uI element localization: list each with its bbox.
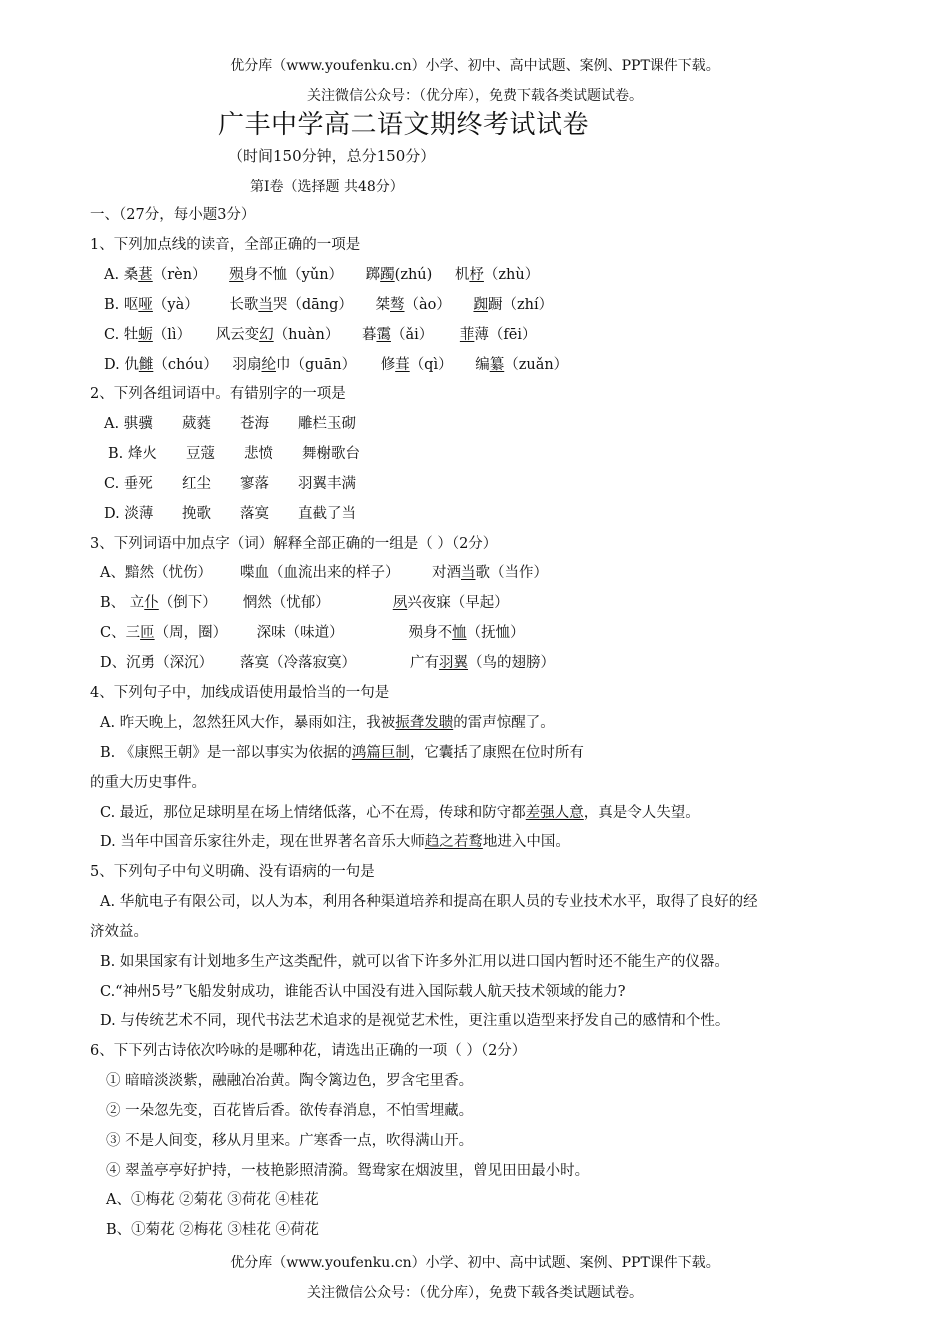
footer-line-1: 优分库（www.youfenku.cn）小学、初中、高中试题、案例、PPT课件下载。: [230, 1255, 720, 1271]
q6-poem-1: ① 暗暗淡淡紫，融融冶冶黄。陶令篱边色，罗含宅里香。: [106, 1073, 474, 1089]
q5-option-a: A. 华航电子有限公司，以人为本，利用各种渠道培养和提高在职人员的专业技术水平，取得了良好的经: [100, 894, 758, 910]
question-1-stem: 1、下列加点线的读音，全部正确的一项是: [90, 237, 361, 253]
q1-option-c: C. 牡蛎（lì） 风云变幻（huàn） 暮霭（ǎi） 菲薄（fēi）: [104, 327, 537, 343]
header-line-1: 优分库（www.youfenku.cn）小学、初中、高中试题、案例、PPT课件下载。: [230, 58, 720, 74]
q1-option-b: B. 呕哑（yà） 长歌当哭（dāng） 桀骜（ào） 踟蹰（zhí）: [104, 297, 554, 313]
q3-option-a: A、黯然（忧伤） 喋血（血流出来的样子） 对酒当歌（当作）: [100, 565, 548, 581]
q6-poem-3: ③ 不是人间变，移从月里来。广寒香一点，吹得满山开。: [106, 1133, 474, 1149]
q6-option-a: A、①梅花 ②菊花 ③荷花 ④桂花: [106, 1192, 319, 1208]
q4-option-a: A. 昨天晚上，忽然狂风大作，暴雨如注，我被振聋发聩的雷声惊醒了。: [100, 715, 555, 731]
q4-option-d: D. 当年中国音乐家往外走，现在世界著名音乐大师趋之若鹜地进入中国。: [100, 834, 570, 850]
q2-option-b: B. 烽火 豆蔻 悲愤 舞榭歌台: [108, 446, 360, 462]
page-title: 广丰中学高二语文期终考试试卷: [218, 110, 590, 140]
q4-option-c: C. 最近，那位足球明星在场上情绪低落，心不在焉，传球和防守都差强人意，真是令人失望。: [100, 805, 700, 821]
q3-option-c: C、三匝（周，圈） 深味（味道） 殒身不恤（抚恤）: [100, 625, 525, 641]
exam-duration: （时间150分钟，总分150分）: [228, 147, 436, 165]
q2-option-a: A. 骐骥 葳蕤 苍海 雕栏玉砌: [104, 416, 356, 432]
q6-option-b: B、①菊花 ②梅花 ③桂花 ④荷花: [106, 1222, 319, 1238]
question-6-stem: 6、下下列古诗依次吟咏的是哪种花，请选出正确的一项（ ）（2分）: [90, 1043, 527, 1059]
part-heading: 第I卷（选择题 共48分）: [250, 179, 404, 195]
q5-option-c: C.“神州5号”飞船发射成功，谁能否认中国没有进入国际载人航天技术领域的能力?: [100, 984, 626, 1000]
q3-option-d: D、沉勇（深沉） 落寞（冷落寂寞） 广有羽翼（鸟的翅膀）: [100, 655, 555, 671]
question-3-stem: 3、下列词语中加点字（词）解释全部正确的一组是（ ）（2分）: [90, 536, 498, 552]
section-heading: 一、（27分，每小题3分）: [90, 207, 256, 223]
q4-option-b-continued: 的重大历史事件。: [90, 775, 206, 791]
q2-option-d: D. 淡薄 挽歌 落寞 直截了当: [104, 506, 356, 522]
q1-option-d: D. 仇雠（chóu） 羽扇纶巾（guān） 修葺（qì） 编纂（zuǎn）: [104, 357, 569, 373]
q1-option-a: A. 桑葚（rèn） 殒身不恤（yǔn） 踯躅(zhú) 机杼（zhù）: [104, 267, 540, 283]
question-5-stem: 5、下列句子中句义明确、没有语病的一句是: [90, 864, 375, 880]
q5-option-d: D. 与传统艺术不同，现代书法艺术追求的是视觉艺术性，更注重以造型来抒发自己的感情和个性。: [100, 1013, 730, 1029]
q2-option-c: C. 垂死 红尘 寥落 羽翼丰满: [104, 476, 356, 492]
q5-option-b: B. 如果国家有计划地多生产这类配件，就可以省下许多外汇用以进口国内暂时还不能生产的仪器。: [100, 954, 729, 970]
q3-option-b: B、 立仆（倒下） 惘然（忧郁） 夙兴夜寐（早起）: [100, 595, 509, 611]
q4-option-b: B. 《康熙王朝》是一部以事实为依据的鸿篇巨制，它囊括了康熙在位时所有: [100, 745, 584, 761]
question-2-stem: 2、下列各组词语中。有错别字的一项是: [90, 386, 346, 402]
q6-poem-4: ④ 翠盖亭亭好护持，一枝艳影照清漪。鸳鸯家在烟波里，曾见田田最小时。: [106, 1163, 590, 1179]
q6-poem-2: ② 一朵忽先变，百花皆后香。欲传春消息，不怕雪埋藏。: [106, 1103, 474, 1119]
footer-line-2: 关注微信公众号：（优分库），免费下载各类试题试卷。: [307, 1285, 643, 1301]
q5-option-a-continued: 济效益。: [90, 924, 148, 940]
question-4-stem: 4、下列句子中，加线成语使用最恰当的一句是: [90, 685, 390, 701]
header-line-2: 关注微信公众号：（优分库），免费下载各类试题试卷。: [307, 88, 643, 104]
